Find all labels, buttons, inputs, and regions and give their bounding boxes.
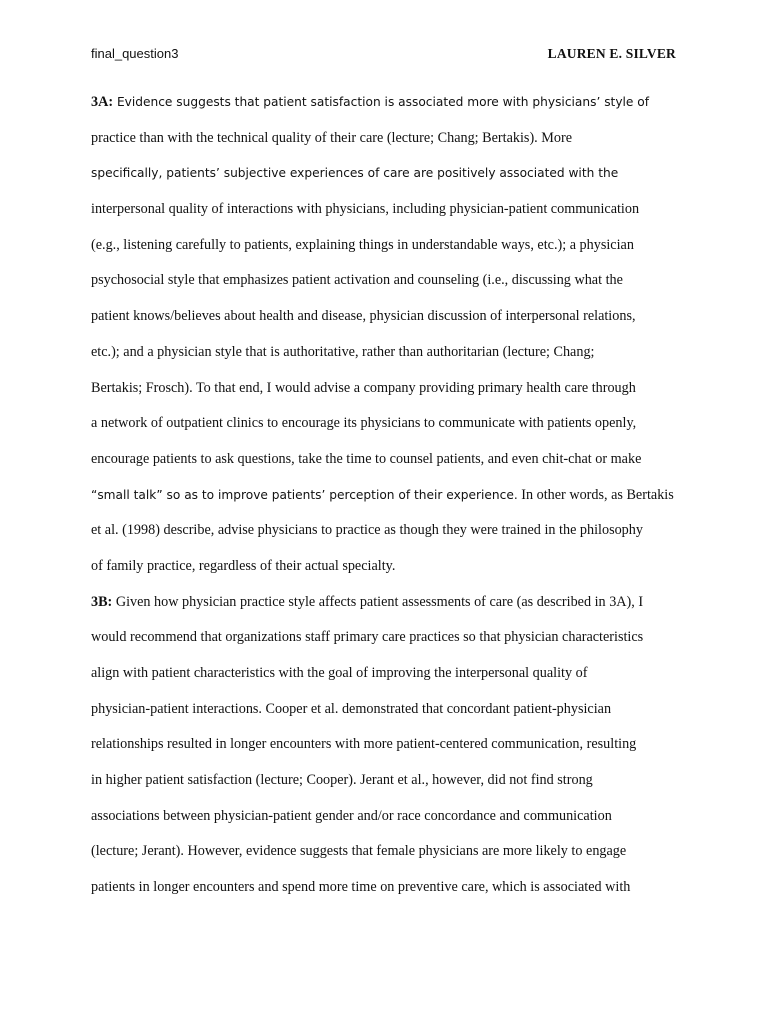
para-3a-line-7: patient knows/believes about health and disease, physician discussion of interpersonal relations, [91, 308, 636, 325]
para-3a-line-5: (e.g., listening carefully to patients, explaining things in understandable ways, etc.); a physician [91, 236, 634, 253]
para-3a-line-10: a network of outpatient clinics to encourage its physicians to communicate with patients openly, [91, 415, 637, 432]
para-3a-line-9: Bertakis; Frosch). To that end, I would advise a company providing primary health care through [91, 379, 636, 396]
para-3b-line-5: relationships resulted in longer encounters with more patient-centered communication, resulting [91, 736, 637, 753]
para-3a-line-8: etc.); and a physician style that is authoritative, rather than authoritarian (lecture; Chang; [91, 343, 595, 360]
para-3a-line-12 [91, 483, 681, 519]
para-3b-line-9: patients in longer encounters and spend more time on preventive care, which is associated with [91, 879, 631, 896]
document-body [91, 90, 681, 911]
para-3a-line-11: encourage patients to ask questions, take the time to counsel patients, and even chit-chat or make [91, 450, 642, 467]
header-filename: final_question3 [91, 46, 179, 61]
para-3a-label: 3A: [91, 94, 114, 110]
para-3b-line-4: physician-patient interactions. Cooper et al. demonstrated that concordant patient-physician [91, 700, 612, 717]
para-3a-line-14: of family practice, regardless of their actual specialty. [91, 557, 396, 574]
para-3a-line-12-rest: In other words, as Bertakis [517, 486, 674, 503]
page-header [91, 46, 676, 68]
para-3b-label: 3B: [91, 593, 113, 610]
para-3a-line-12-calibri: “small talk” so as to improve patients’ perception of their experience. [91, 487, 518, 502]
para-3a-line-13: et al. (1998) describe, advise physicians to practice as though they were trained in the philosophy [91, 522, 643, 539]
para-3a-line-6: psychosocial style that emphasizes patient activation and counseling (i.e., discussing what the [91, 272, 623, 289]
para-3b-line-3: align with patient characteristics with the goal of improving the interpersonal quality of [91, 665, 588, 681]
para-3a-line-4: interpersonal quality of interactions with physicians, including physician-patient communication [91, 201, 640, 218]
header-author: LAUREN E. SILVER [547, 46, 676, 61]
para-3b-line-2: would recommend that organizations staff primary care practices so that physician characteristics [91, 629, 644, 646]
para-3a-line-1 [91, 90, 681, 126]
para-3b-line-6: in higher patient satisfaction (lecture; Cooper). Jerant et al., however, did not find strong [91, 772, 593, 789]
para-3a-line-2: practice than with the technical quality of their care (lecture; Chang; Bertakis). More [91, 129, 572, 146]
para-3b-line-8: (lecture; Jerant). However, evidence suggests that female physicians are more likely to engage [91, 843, 627, 860]
para-3a-line-3: specifically, patients’ subjective experiences of care are positively associated with the [91, 166, 619, 181]
para-3a-text: Evidence suggests that patient satisfaction is associated more with physicians’ style of [113, 95, 650, 109]
para-3b-text: Given how physician practice style affects patient assessments of care (as described in 3A), I [112, 593, 644, 610]
para-3b-line-1 [91, 590, 681, 626]
para-3b-line-7: associations between physician-patient gender and/or race concordance and communication [91, 807, 612, 824]
